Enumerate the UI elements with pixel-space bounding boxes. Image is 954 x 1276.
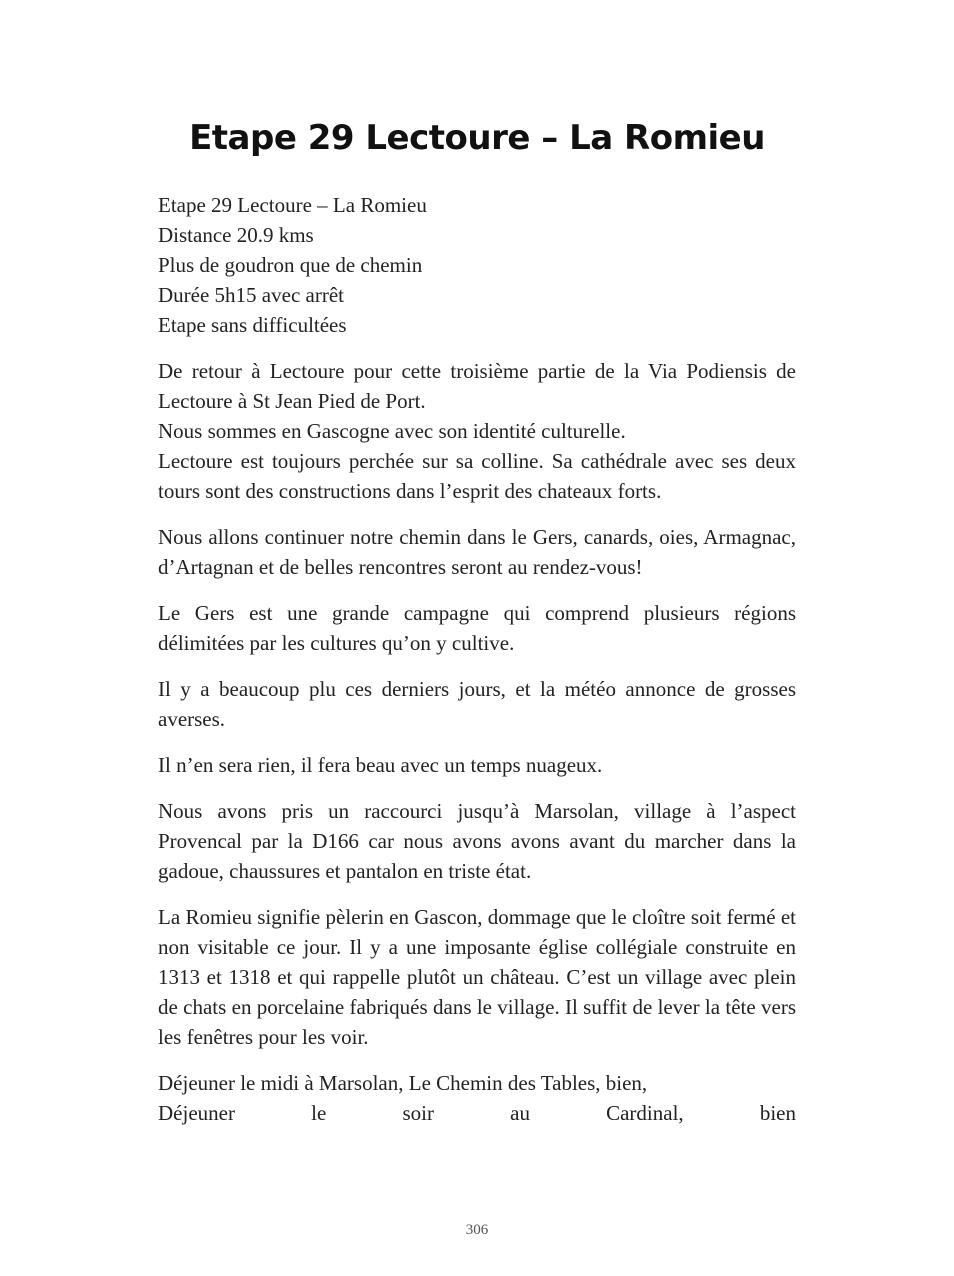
paragraph-gers: Nous allons continuer notre chemin dans le Gers, canards, oies, Armagnac, d’Artagnan et de belles rencontres seront au rendez-vous! — [158, 525, 796, 579]
paragraph-line: Lectoure est toujours perchée sur sa colline. Sa cathédrale avec ses deux tours sont des constructions dans l’esprit des chateaux forts. — [158, 449, 796, 503]
meal-line: Déjeuner le midi à Marsolan, Le Chemin des Tables, bien, — [158, 1071, 648, 1095]
paragraph-meals — [158, 1068, 796, 1128]
paragraph-campagne: Le Gers est une grande campagne qui comprend plusieurs régions délimitées par les cultures qu’on y cultive. — [158, 601, 796, 655]
page-number: 306 — [465, 1222, 489, 1238]
paragraph-marsolan: Nous avons pris un raccourci jusqu’à Marsolan, village à l’aspect Provencal par la D166 car nous avons avons avant du marcher dans la gadoue, chaussures et pantalon en triste état. — [158, 799, 796, 883]
meal-line: Déjeuner le soir au Cardinal, bien — [158, 1101, 796, 1125]
summary-line: Plus de goudron que de chemin — [158, 253, 423, 277]
paragraph-line: De retour à Lectoure pour cette troisième partie de la Via Podiensis de Lectoure à St Jean Pied de Port. — [158, 359, 796, 413]
paragraph-weather-result: Il n’en sera rien, il fera beau avec un temps nuageux. — [158, 753, 603, 777]
paragraph-intro — [158, 356, 796, 506]
paragraph-meteo: Il y a beaucoup plu ces derniers jours, et la météo annonce de grosses averses. — [158, 677, 796, 731]
summary-line: Etape sans difficultées — [158, 313, 347, 337]
page-title: Etape 29 Lectoure – La Romieu — [189, 118, 765, 158]
paragraph-line: Nous sommes en Gascogne avec son identité culturelle. — [158, 419, 626, 443]
summary-line: Etape 29 Lectoure – La Romieu — [158, 193, 427, 217]
summary-block — [158, 190, 796, 340]
paragraph-la-romieu: La Romieu signifie pèlerin en Gascon, dommage que le cloître soit fermé et non visitable ce jour. Il y a une imposante église collégiale construite en 1313 et 1318 et qui rappelle plutôt un château. C’est un village avec plein de chats en porcelaine fabriqués dans le village. Il suffit de lever la tête vers les fenêtres pour les voir. — [158, 905, 796, 1049]
summary-line: Durée 5h15 avec arrêt — [158, 283, 344, 307]
document-body — [158, 190, 796, 1144]
summary-line: Distance 20.9 kms — [158, 223, 314, 247]
